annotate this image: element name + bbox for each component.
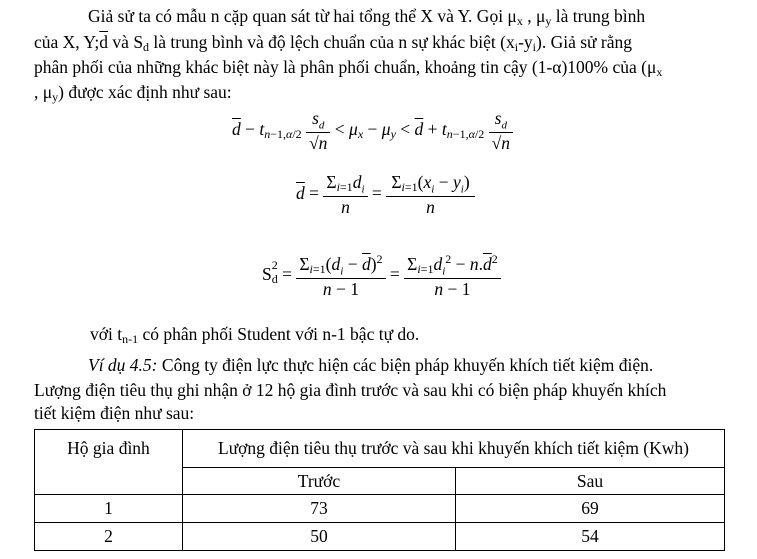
- ci-formula: $\overline{d} - t_{n-1,\alpha/2}$ $\frac{s_d}{√n}$ < $\mu_x - \mu_y < \overline{d} + t_{n-1,\alpha/2}$ $\frac{s_d}{√n}$: [232, 108, 513, 154]
- intro-line-2: của X, $Y;\overline{d}$ và $S_d$ là trung bình và độ lệch chuẩn của n sự khác biệt $(x_i-y_i)$. Giả sử rằng: [34, 32, 633, 54]
- cell-household: 2: [35, 523, 183, 551]
- col-after-header: Sau: [456, 468, 725, 495]
- mean-formula: $\overline{d}$ = $\frac{\Sigma_{i=1}d_i}{n}$ = $\frac{\Sigma_{i=1}(x_i - y_i)}{n}$: [296, 172, 475, 218]
- example-line-2: Lượng điện tiêu thụ ghi nhận ở 12 hộ gia đình trước và sau khi có biện pháp khuyến khích: [34, 380, 667, 400]
- col-household-header: Hộ gia đình: [35, 430, 183, 495]
- example-line-3: tiết kiệm điện như sau:: [34, 403, 195, 423]
- intro-line-3: phân phối của những khác biệt này là phân phối chuẩn, khoảng tin cậy (1-α)100% của ($\mu_x$: [34, 57, 663, 79]
- table-row: [35, 523, 725, 551]
- cell-after: 54: [456, 523, 725, 551]
- consumption-table: [34, 429, 725, 551]
- cell-before: 73: [183, 495, 456, 523]
- col-group-header: Lượng điện tiêu thụ trước và sau khi khuyến khích tiết kiệm (Kwh): [183, 430, 725, 468]
- intro-line-4: , $\mu_y$) được xác định như sau:: [34, 82, 232, 104]
- intro-line-1: Giả sử ta có mẫu n cặp quan sát từ hai tổng thể X và Y. Gọi $\mu_x$ , $\mu_y$ là trung bình: [88, 6, 646, 28]
- cell-household: 1: [35, 495, 183, 523]
- cell-before: 50: [183, 523, 456, 551]
- student-note: với $t_{n-1}$ có phân phối Student với n-1 bậc tự do.: [90, 324, 420, 346]
- variance-formula: S $_{2 d}$ = $\frac{\Sigma_{i=1}(d_i - \overline{d})^2}{n - 1}$ = $\frac{\Sigma_{i=1}d_i^2 - n.\overline{d}^2}{n - 1}$: [262, 252, 501, 300]
- cell-after: 69: [456, 495, 725, 523]
- example-line-1: Ví dụ 4.5: Công ty điện lực thực hiện các biện pháp khuyến khích tiết kiệm điện.: [88, 355, 654, 375]
- col-before-header: Trước: [183, 468, 456, 495]
- table-row: [35, 495, 725, 523]
